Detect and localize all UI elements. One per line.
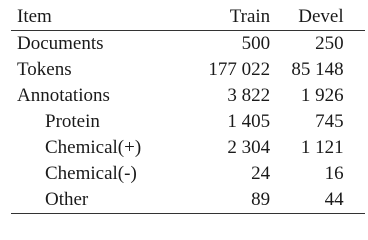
devel-value: 250 xyxy=(315,33,344,54)
table-row xyxy=(11,109,365,135)
header-train: Train xyxy=(229,6,271,27)
row-label: Chemical(-) xyxy=(45,163,137,184)
train-value: 500 xyxy=(241,33,271,54)
devel-value: 16 xyxy=(324,163,344,184)
row-label: Tokens xyxy=(17,59,72,80)
row-label: Other xyxy=(45,189,89,210)
dataset-statistics-table xyxy=(11,4,365,214)
table-row xyxy=(11,83,365,109)
train-value: 1 405 xyxy=(227,111,271,132)
header-devel: Devel xyxy=(298,6,344,27)
devel-value: 85 148 xyxy=(291,59,344,80)
table-row xyxy=(11,135,365,161)
train-value: 24 xyxy=(251,163,271,184)
devel-value: 745 xyxy=(315,111,344,132)
row-label: Chemical(+) xyxy=(45,137,142,158)
table-row xyxy=(11,161,365,187)
table-row xyxy=(11,31,365,58)
devel-value: 1 121 xyxy=(300,137,344,158)
row-label: Documents xyxy=(17,33,104,54)
devel-value: 44 xyxy=(324,189,344,210)
header-item: Item xyxy=(17,6,52,27)
row-label: Annotations xyxy=(17,85,110,106)
devel-value: 1 926 xyxy=(300,85,344,106)
header-spacer xyxy=(344,4,365,31)
table-row xyxy=(11,57,365,83)
train-value: 89 xyxy=(251,189,271,210)
train-value: 3 822 xyxy=(227,85,271,106)
header-row xyxy=(11,4,365,31)
table-row xyxy=(11,187,365,214)
row-label: Protein xyxy=(45,111,100,132)
train-value: 2 304 xyxy=(227,137,271,158)
train-value: 177 022 xyxy=(208,59,271,80)
